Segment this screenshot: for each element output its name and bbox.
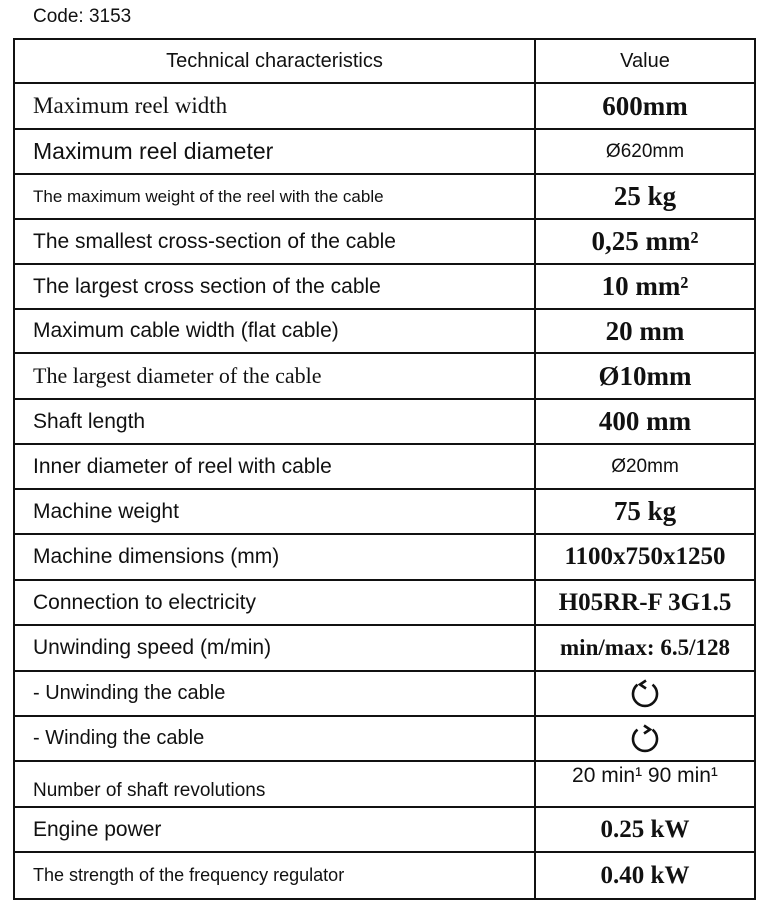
- table-row: [14, 534, 755, 580]
- row-label: Unwinding speed (m/min): [14, 625, 535, 671]
- row-value: 20 min¹ 90 min¹: [535, 761, 755, 807]
- row-label: The largest diameter of the cable: [14, 353, 535, 399]
- product-code: Code: 3153: [33, 6, 132, 27]
- row-label: - Unwinding the cable: [14, 671, 535, 716]
- row-label: Maximum reel diameter: [14, 129, 535, 174]
- row-value: 400 mm: [535, 399, 755, 444]
- row-value: H05RR-F 3G1.5: [535, 580, 755, 625]
- table-row: [14, 83, 755, 129]
- table-row: [14, 219, 755, 264]
- row-value: 0.40 kW: [535, 852, 755, 899]
- row-label: The largest cross section of the cable: [14, 264, 535, 309]
- row-label: Machine weight: [14, 489, 535, 534]
- row-label: - Winding the cable: [14, 716, 535, 761]
- row-label: The strength of the frequency regulator: [14, 852, 535, 899]
- row-value: min/max: 6.5/128: [535, 625, 755, 671]
- row-value: 0.25 kW: [535, 807, 755, 852]
- counterclockwise-rotation-icon: [535, 716, 755, 761]
- table-row: [14, 309, 755, 353]
- row-value: Ø620mm: [535, 129, 755, 174]
- header-characteristic: Technical characteristics: [14, 39, 535, 83]
- header-value: Value: [535, 39, 755, 83]
- row-label: The maximum weight of the reel with the cable: [14, 174, 535, 219]
- row-label: Connection to electricity: [14, 580, 535, 625]
- clockwise-rotation-icon: [535, 671, 755, 716]
- table-row: [14, 489, 755, 534]
- table-row: [14, 174, 755, 219]
- table-row: [14, 399, 755, 444]
- row-value: 75 kg: [535, 489, 755, 534]
- row-value: 0,25 mm²: [535, 219, 755, 264]
- table-row: [14, 852, 755, 899]
- table-row: [14, 807, 755, 852]
- technical-spec-table: [13, 38, 756, 900]
- row-label: The smallest cross-section of the cable: [14, 219, 535, 264]
- table-row: [14, 625, 755, 671]
- row-value: 20 mm: [535, 309, 755, 353]
- row-value: 10 mm²: [535, 264, 755, 309]
- row-label: Maximum cable width (flat cable): [14, 309, 535, 353]
- table-row: [14, 761, 755, 807]
- row-label: Machine dimensions (mm): [14, 534, 535, 580]
- table-header-row: [14, 39, 755, 83]
- table-row: [14, 353, 755, 399]
- row-value: 25 kg: [535, 174, 755, 219]
- row-label: Maximum reel width: [14, 83, 535, 129]
- table-row: [14, 671, 755, 716]
- row-label: Shaft length: [14, 399, 535, 444]
- row-label: Inner diameter of reel with cable: [14, 444, 535, 489]
- table-row: [14, 129, 755, 174]
- table-row: [14, 716, 755, 761]
- row-value: 600mm: [535, 83, 755, 129]
- row-label: Engine power: [14, 807, 535, 852]
- table-row: [14, 444, 755, 489]
- row-value: 1100x750x1250: [535, 534, 755, 580]
- table-row: [14, 264, 755, 309]
- table-row: [14, 580, 755, 625]
- row-value: Ø10mm: [535, 353, 755, 399]
- row-label: Number of shaft revolutions: [14, 761, 535, 807]
- row-value: Ø20mm: [535, 444, 755, 489]
